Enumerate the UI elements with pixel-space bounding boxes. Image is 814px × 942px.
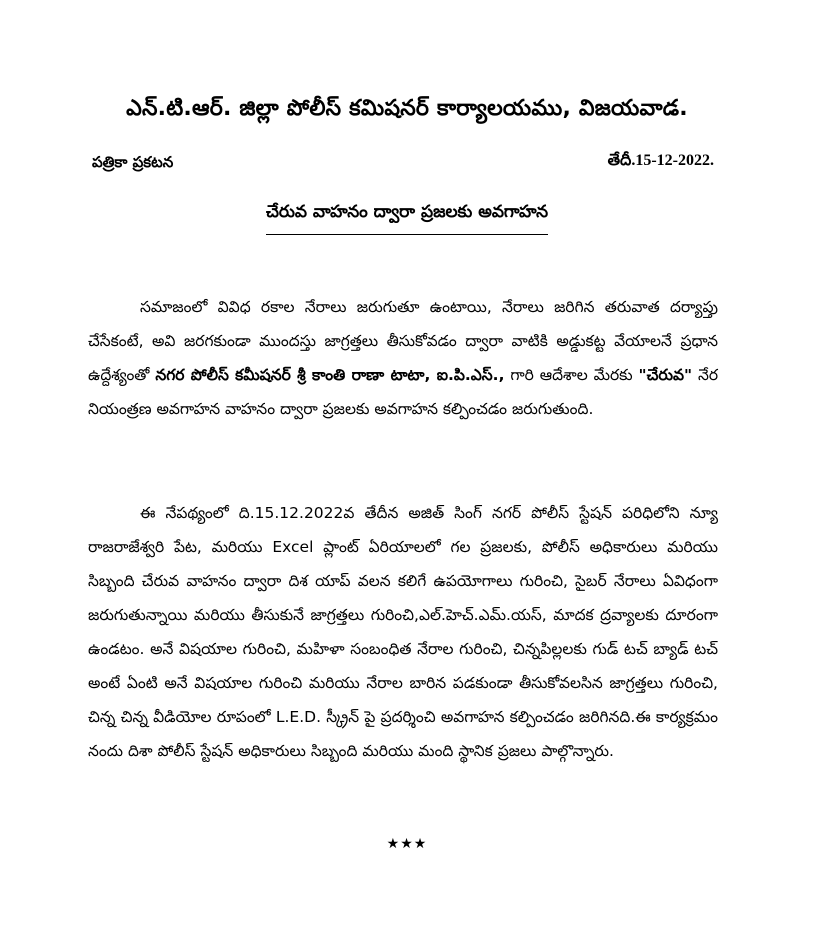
subject-heading <box>0 202 814 235</box>
release-date: తేదీ.15-12-2022. <box>607 152 714 169</box>
body-paragraph-1 <box>88 290 718 426</box>
paragraph1-text-b: గారి ఆదేశాల మేరకు <box>504 366 639 384</box>
press-release-label: పత్రికా ప్రకటన <box>92 153 174 171</box>
commissioner-name: నగర పోలీస్ కమీషనర్ శ్రీ కాంతి రాణా టాటా, ఐ.పి.ఎస్., <box>155 366 505 384</box>
paragraph1-text-a: సమాజంలో వివిధ రకాల నేరాలు జరుగుతూ ఉంటాయి, నేరాలు జరిగిన తరువాత దర్యాప్తు చేసేకంటే, అవి జరగకుండా ముందస్తు జాగ్రత్తలు తీసుకోవడం ద్వారా వాటికి అడ్డుకట్ట వేయాలనే ప్రధాన ఉద్దేశ్యంతో <box>88 298 718 384</box>
subject-text: చేరువ వాహనం ద్వారా ప్రజలకు అవగాహన <box>266 202 548 235</box>
cheruva-name: "చేరువ" <box>638 366 693 384</box>
office-title: ఎన్.టి.ఆర్. జిల్లా పోలీస్ కమిషనర్ కార్యాలయము, విజయవాడ. <box>126 96 688 121</box>
body-paragraph-2: ఈ నేపథ్యంలో ది.15.12.2022వ తేదీన అజిత్ సింగ్ నగర్ పోలీస్ స్టేషన్ పరిధిలోని న్యూ రాజరాజేశ్వరి పేట, మరియు Excel ప్లాంట్ ఏరియాలలో గల ప్రజలకు, పోలీస్ అధికారులు మరియు సిబ్బంది చేరువ వాహనం ద్వారా దిశ యాప్ వలన కలిగే ఉపయోగాలు గురించి, సైబర్ నేరాలు ఏవిధంగా జరుగుతున్నాయి మరియు తీసుకునే జాగ్రత్తలు గురించి,ఎల్.హెచ్.ఎమ్.యస్, మాదక ద్రవ్యాలకు దూరంగా ఉండటం. అనే విషయాల గురించి, మహిళా సంబంధిత నేరాల గురించి, చిన్నపిల్లలకు గుడ్ టచ్ బ్యాడ్ టచ్ అంటే ఏంటి అనే విషయాల గురించి మరియు నేరాల బారిన పడకుండా తీసుకోవలసిన జాగ్రత్తలు గురించి, చిన్న చిన్న వీడియోల రూపంలో L.E.D. స్క్రీన్ పై ప్రదర్శించి అవగాహన కల్పించడం జరిగినది.ఈ కార్యక్రమం నందు దిశా పోలీస్ స్టేషన్ అధికారులు సిబ్బంది మరియు మంది స్థానిక ప్రజలు పాల్గొన్నారు. <box>88 504 718 760</box>
end-stars: ★★★ <box>386 836 428 852</box>
paragraph1-text-c: నేర నియంత్రణ అవగాహన వాహనం ద్వారా ప్రజలకు అవగాహన కల్పించడం జరుగుతుంది. <box>88 366 719 418</box>
